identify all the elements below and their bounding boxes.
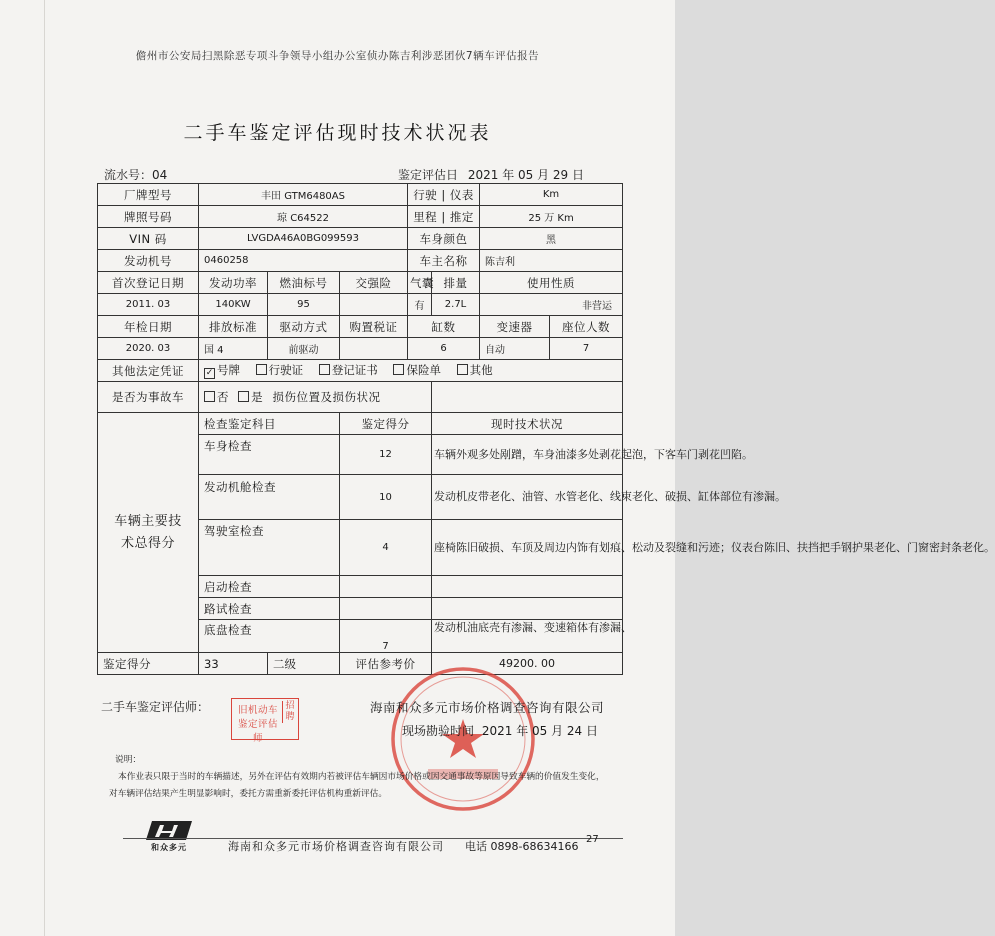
check-chassis-status: 发动机油底壳有渗漏、变速箱体有渗漏、 [432, 620, 623, 653]
mileage-label: 行驶 | 仪表 [408, 184, 480, 206]
purchase-tax-value [340, 338, 408, 360]
vin-label: VIN 码 [98, 228, 199, 250]
color-label: 车身颜色 [408, 228, 480, 250]
cylinders-value: 6 [408, 338, 480, 360]
final-score-value: 33 [204, 656, 219, 671]
check-item-header: 检查鉴定科目 [199, 413, 340, 435]
drive-label: 驱动方式 [268, 316, 340, 338]
check-road-item: 路试检查 [199, 598, 340, 620]
owner-label: 车主名称 [408, 250, 480, 272]
survey-time [402, 722, 598, 739]
logo-text: 和众多元 [151, 843, 187, 852]
checkbox-empty-icon [457, 364, 468, 375]
check-start-status [432, 576, 623, 598]
seats-value: 7 [550, 338, 623, 360]
check-road-status [432, 598, 623, 620]
check-start-score [340, 576, 432, 598]
emission-value: 国 4 [199, 338, 268, 360]
estimate-value: 25 万 Km [480, 206, 623, 228]
appraiser-stamp [231, 698, 299, 744]
insurance-value [340, 294, 408, 316]
check-road-score [340, 598, 432, 620]
check-cabin-item: 驾驶室检查 [199, 520, 340, 576]
check-start-item: 启动检查 [199, 576, 340, 598]
damage-value [432, 382, 623, 413]
appraiser-label: 二手车鉴定评估师： [101, 700, 210, 714]
checkbox-empty-icon [204, 391, 215, 402]
notes-heading: 说明： [115, 755, 142, 765]
tech-status-header: 现时技术状况 [432, 413, 623, 435]
fuel-label: 燃油标号 [268, 272, 340, 294]
vin-value: LVGDA46A0BG099593 [199, 228, 408, 250]
document-title: 二手车鉴定评估现时技术状况表 [183, 122, 492, 144]
first-reg-value: 2011. 03 [98, 294, 199, 316]
appraiser-stamp-side: 招聘 [282, 701, 296, 723]
power-value: 140KW [199, 294, 268, 316]
plate-label: 牌照号码 [98, 206, 199, 228]
seats-label: 座位人数 [550, 316, 623, 338]
emission-label: 排放标准 [199, 316, 268, 338]
first-reg-label: 首次登记日期 [98, 272, 199, 294]
serial-value: 04 [152, 168, 168, 182]
doc-option-registration-label: 登记证书 [331, 363, 378, 377]
fuel-value: 95 [268, 294, 340, 316]
accident-label: 是否为事故车 [98, 382, 199, 413]
odometer-label: 仪表 [449, 187, 474, 202]
displacement-value: 2.7L [432, 294, 480, 316]
ref-price-value: 49200. 00 [432, 653, 623, 675]
check-body-item: 车身检查 [199, 435, 340, 475]
owner-value: 陈吉利 [480, 250, 623, 272]
check-body-score: 12 [340, 435, 432, 475]
footer-phone: 电话 0898-68634166 [465, 840, 579, 853]
doc-option-plate-label: 号牌 [217, 363, 240, 377]
mileage-label-a: 行驶 [413, 187, 438, 202]
company-name: 海南和众多元市场价格调查咨询有限公司 [370, 700, 605, 715]
power-label: 发动功率 [199, 272, 268, 294]
km-label: 里程 | 推定 [408, 206, 480, 228]
accident-options [199, 382, 268, 413]
check-body-status: 车辆外观多处剐蹭，车身油漆多处剥花起泡，下客车门剥花凹陷。 [432, 435, 623, 475]
engine-label: 发动机号 [98, 250, 199, 272]
displacement-label: 排量 [432, 272, 480, 294]
plate-value: 琼 C64522 [199, 206, 408, 228]
serial-label: 流水号： [104, 168, 153, 182]
appraiser-stamp-text: 旧机动车鉴定评估师 [237, 705, 278, 744]
km-label-a: 里程 [413, 209, 438, 224]
checkbox-empty-icon [319, 364, 330, 375]
airbag-label: 气囊 [408, 272, 432, 294]
inspection-date-value: 2020. 03 [98, 338, 199, 360]
odometer-unit: Km [480, 184, 623, 206]
footer-company: 海南和众多元市场价格调查咨询有限公司 [228, 840, 444, 853]
doc-option-insurance [393, 363, 441, 377]
check-engine-status: 发动机皮带老化、油管、水管老化、线束老化、破损、缸体部位有渗漏。 [432, 475, 623, 520]
accident-yes-label: 是 [251, 390, 263, 404]
notes-text: 本作业表只限于当时的车辆描述，另外在评估有效期内若被评估车辆因市场价格或因交通事故等原因导致车辆的价值发生变化，对车辆评估结果产生明显影响时，委托方需重新委托评估机构重新评估。 [109, 772, 605, 799]
checkbox-checked-icon: ✓ [205, 368, 214, 378]
doc-option-registration [319, 363, 378, 377]
checkbox-empty-icon [238, 391, 249, 402]
check-cabin-status: 座椅陈旧破损、车顶及周边内饰有划痕、松动及裂缝和污迹；仪表台陈旧、扶挡把手钢护果老化、门窗密封条老化。 [432, 520, 623, 576]
doc-option-other-label: 其他 [469, 363, 493, 377]
final-score-label: 鉴定得分 [98, 653, 199, 675]
doc-option-license-label: 行驶证 [268, 363, 304, 377]
vehicle-form-table [97, 183, 995, 675]
final-grade: 二级 [268, 653, 340, 675]
checkbox-empty-icon [393, 364, 404, 375]
brand-value: 丰田 GTM6480AS [199, 184, 408, 206]
checkbox-empty-icon [256, 364, 267, 375]
date-value: 2021 年 05 月 29 日 [467, 168, 584, 182]
check-chassis-item: 底盘检查 [199, 620, 340, 653]
check-chassis-score: 7 [340, 620, 432, 653]
notes-section [111, 752, 631, 803]
usage-label: 使用性质 [480, 272, 623, 294]
ref-price-label: 评估参考价 [340, 653, 432, 675]
survey-time-value: 2021 年 05 月 24 日 [481, 724, 598, 738]
doc-option-plate [204, 363, 240, 377]
usage-value: 非营运 [480, 294, 623, 316]
drive-value: 前驱动 [268, 338, 340, 360]
survey-time-label: 现场勘验时间 [402, 724, 475, 738]
brand-label: 厂牌型号 [98, 184, 199, 206]
purchase-tax-label: 购置税证 [340, 316, 408, 338]
check-cabin-score: 4 [340, 520, 432, 576]
accident-no-label: 否 [217, 390, 229, 404]
other-docs-options [199, 360, 623, 382]
gearbox-label: 变速器 [480, 316, 550, 338]
insurance-label: 交强险 [340, 272, 408, 294]
estimate-label: 推定 [449, 209, 474, 224]
report-header: 儋州市公安局扫黑除恶专项斗争领导小组办公室侦办陈吉利涉恶团伙7辆车评估报告 [135, 50, 540, 62]
page-number: 27 [586, 834, 599, 845]
check-engine-item: 发动机舱检查 [199, 475, 340, 520]
airbag-value: 有 [408, 294, 432, 316]
damage-label: 损伤位置及损伤状况 [268, 382, 432, 413]
serial-number [104, 166, 167, 183]
main-score-label: 车辆主要技术总得分 [98, 413, 199, 653]
cylinders-label: 缸数 [408, 316, 480, 338]
check-score-header: 鉴定得分 [340, 413, 432, 435]
final-score-value-cell [199, 653, 268, 675]
engine-value: 0460258 [199, 250, 408, 272]
doc-option-other [457, 363, 493, 377]
gearbox-value: 自动 [480, 338, 550, 360]
doc-option-insurance-label: 保险单 [406, 363, 441, 377]
color-value: 黑 [480, 228, 623, 250]
check-engine-score: 10 [340, 475, 432, 520]
doc-option-license [256, 363, 304, 377]
appraisal-date [398, 166, 584, 183]
inspection-date-label: 年检日期 [98, 316, 199, 338]
date-label: 鉴定评估日 [398, 168, 459, 182]
other-docs-label: 其他法定凭证 [98, 360, 199, 382]
